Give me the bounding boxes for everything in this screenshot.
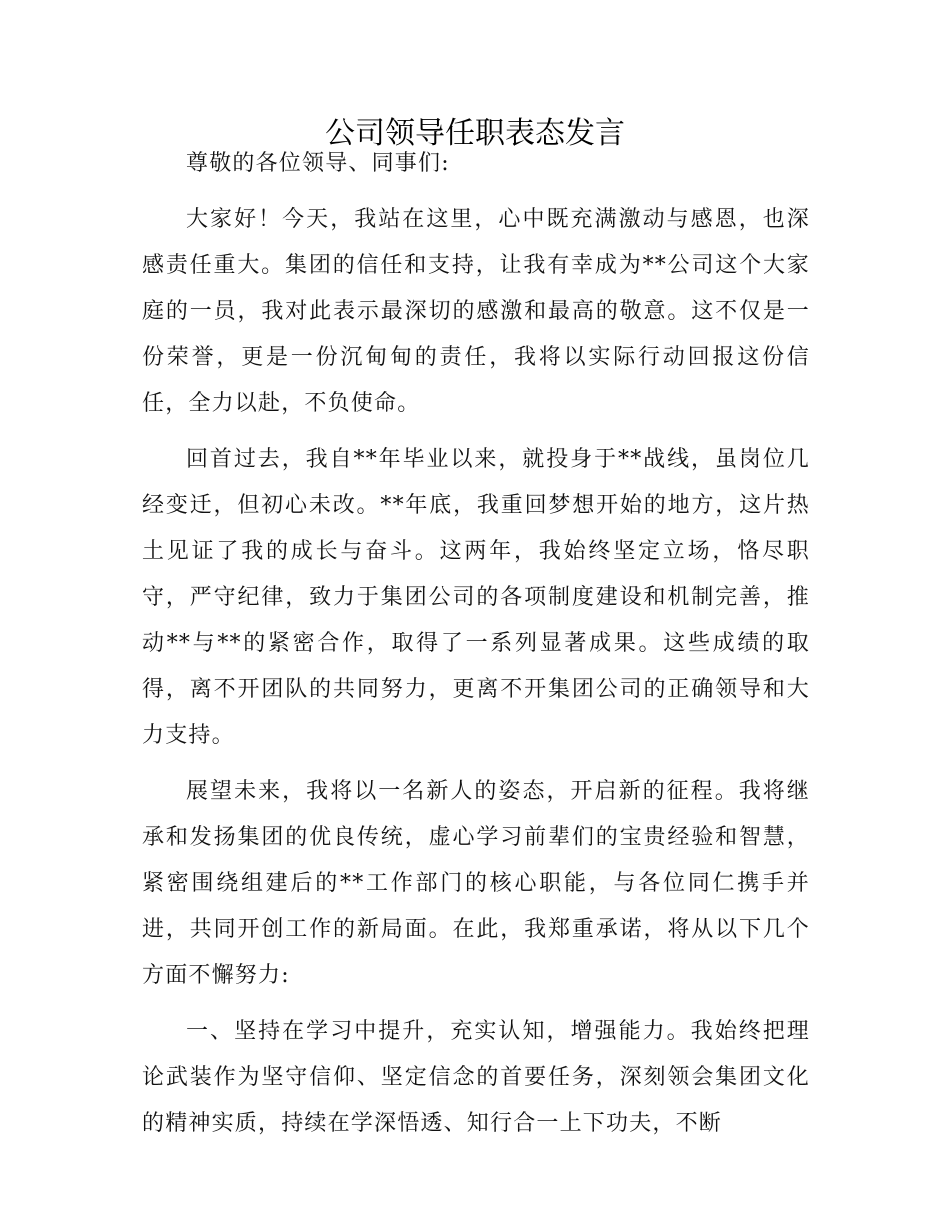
document-body	[142, 141, 810, 1157]
document-title: 公司领导任职表态发言	[325, 116, 625, 151]
paragraph-outlook: 展望未来，我将以一名新人的姿态，开启新的征程。我将继承和发扬集团的优良传统，虚心学习前辈们的宝贵经验和智慧，紧密围绕组建后的**工作部门的核心职能，与各位同仁携手并进，共同开创工作的新局面。在此，我郑重承诺，将从以下几个方面不懈努力:	[142, 779, 810, 988]
paragraph-point-one: 一、坚持在学习中提升，充实认知，增强能力。我始终把理论武装作为坚守信仰、坚定信念的首要任务，深刻领会集团文化的精神实质，持续在学深悟透、知行合一上下功夫，不断	[142, 1019, 810, 1136]
salutation: 尊敬的各位领导、同事们:	[186, 151, 450, 176]
paragraph-review: 回首过去，我自**年毕业以来，就投身于**战线，虽岗位几经变迁，但初心未改。**年底，我重回梦想开始的地方，这片热土见证了我的成长与奋斗。这两年，我始终坚定立场，恪尽职守，严守纪律，致力于集团公司的各项制度建设和机制完善，推动**与**的紧密合作，取得了一系列显著成果。这些成绩的取得，离不开团队的共同努力，更离不开集团公司的正确领导和大力支持。	[142, 447, 810, 748]
paragraph-greeting: 大家好！今天，我站在这里，心中既充满激动与感恩，也深感责任重大。集团的信任和支持，让我有幸成为**公司这个大家庭的一员，我对此表示最深切的感激和最高的敬意。这不仅是一份荣誉，更是一份沉甸甸的责任，我将以实际行动回报这份信任，全力以赴，不负使命。	[142, 207, 810, 416]
